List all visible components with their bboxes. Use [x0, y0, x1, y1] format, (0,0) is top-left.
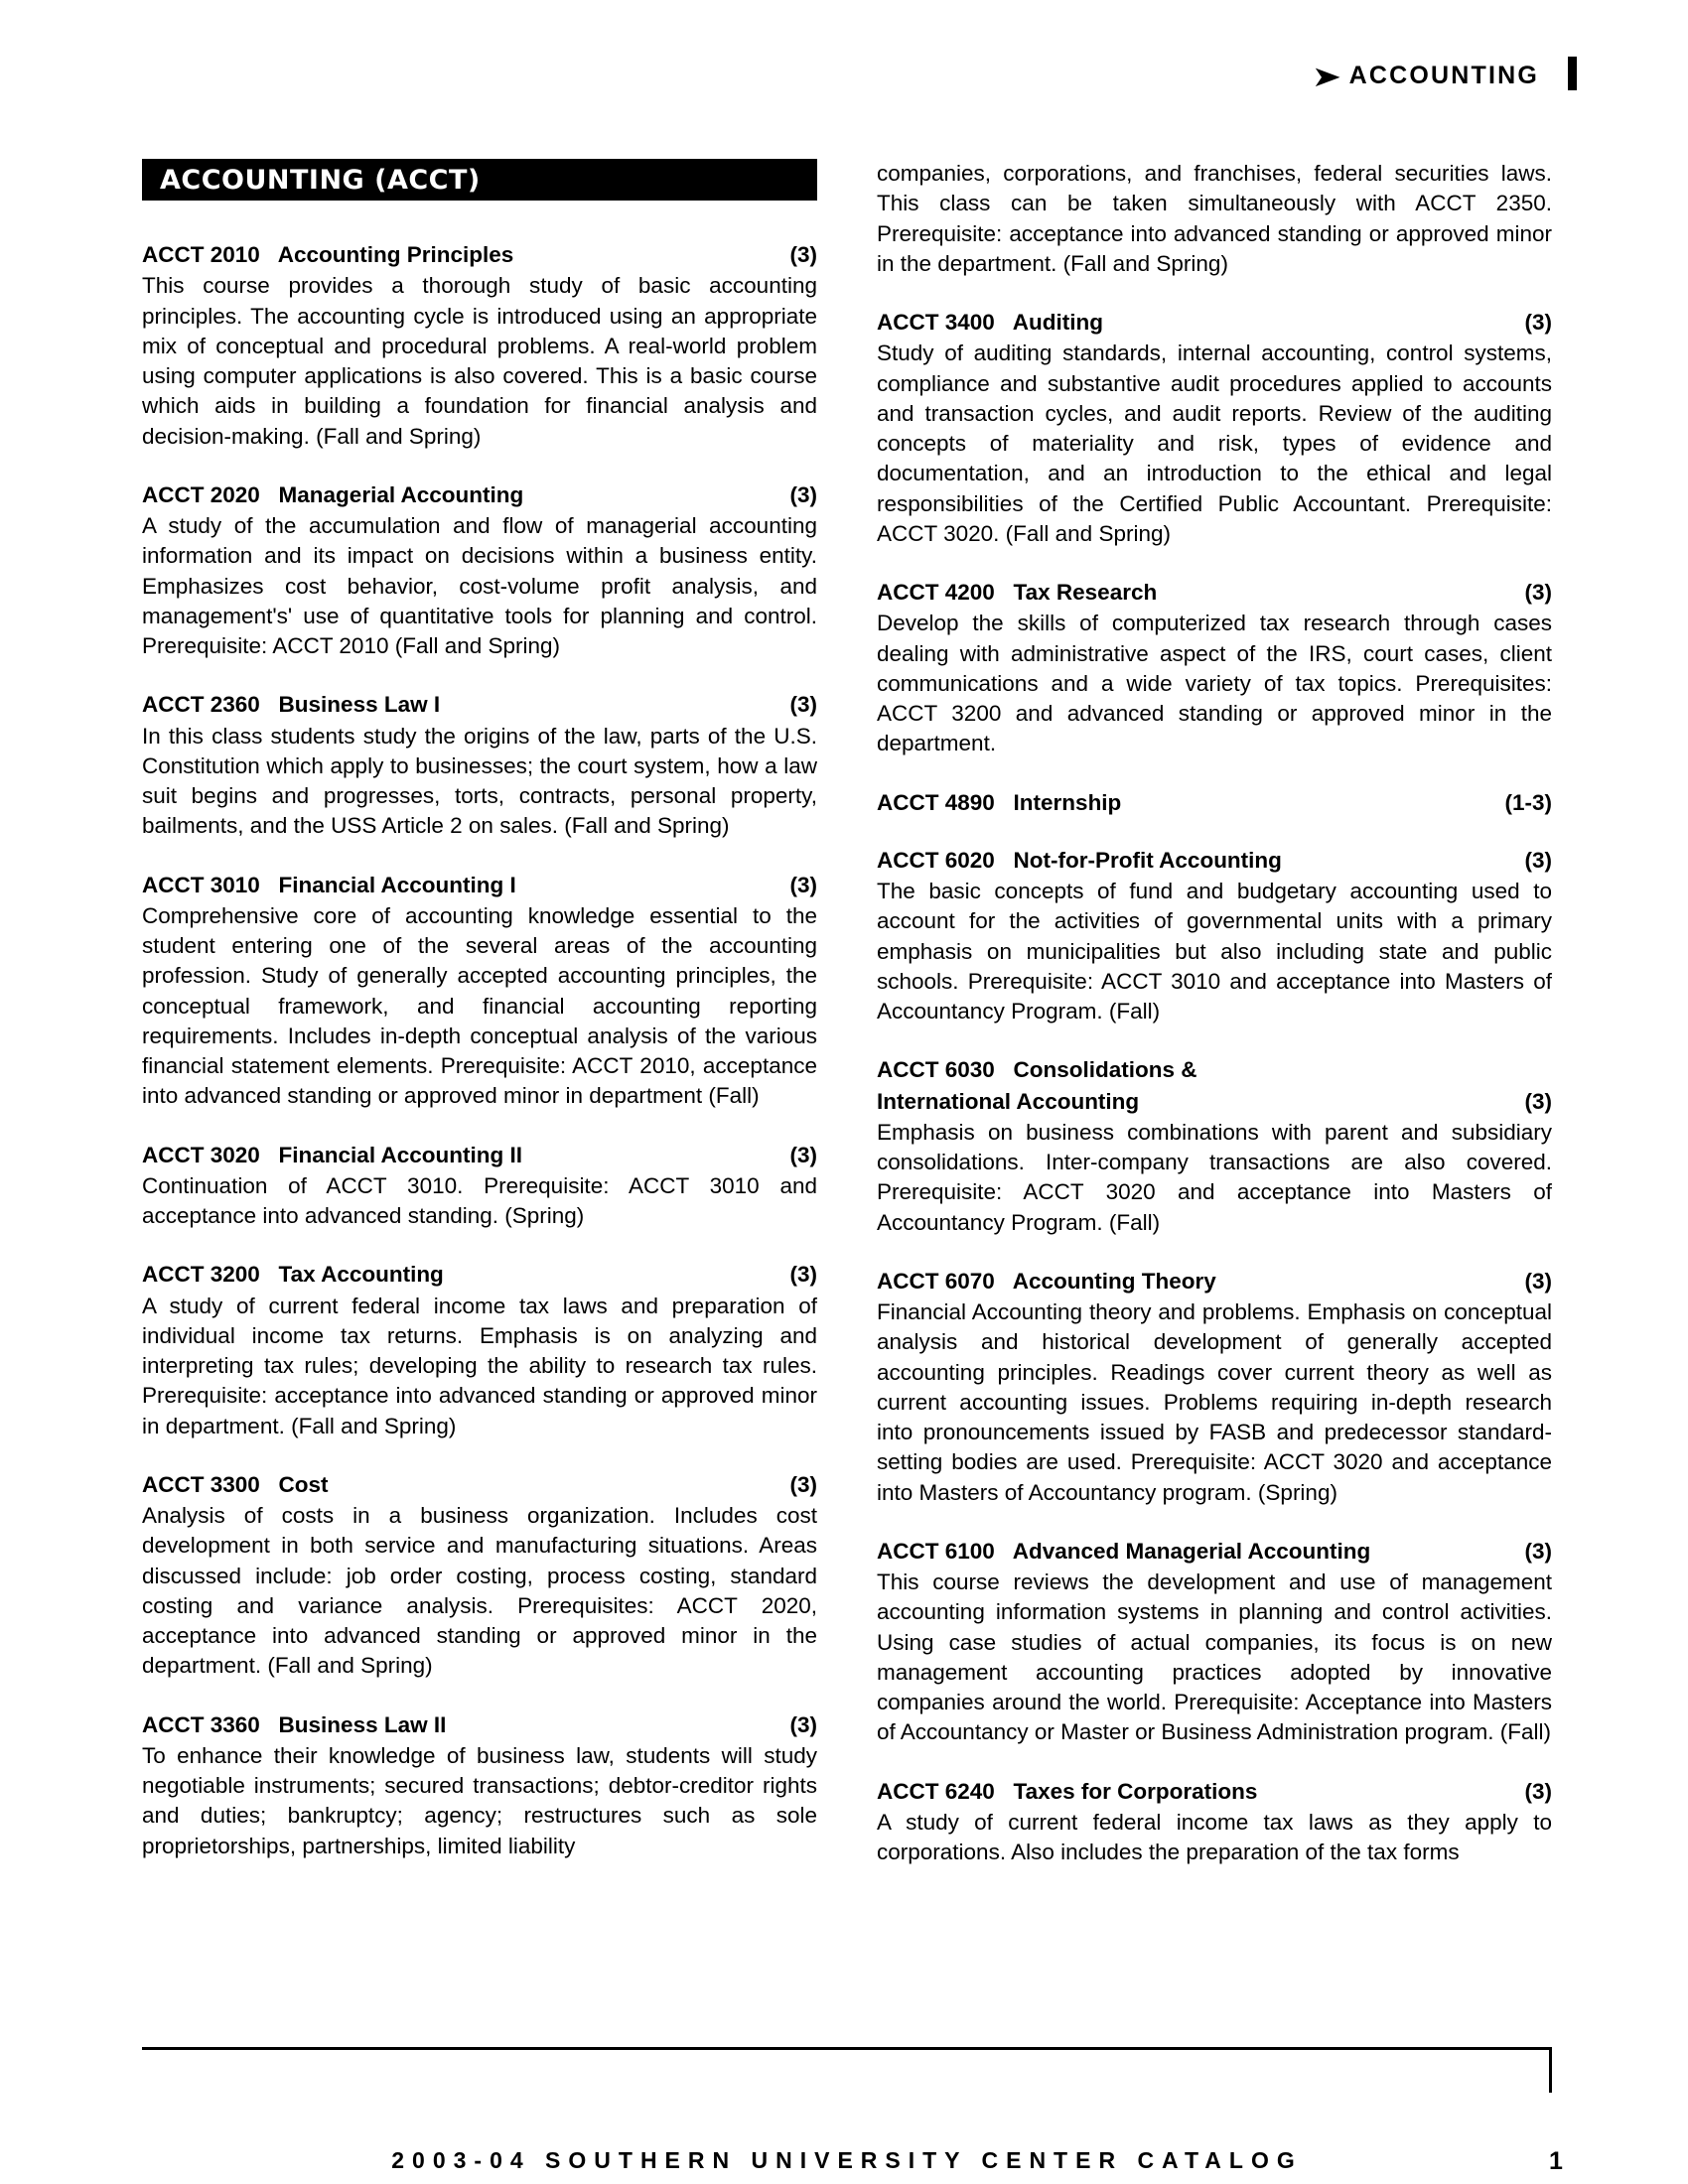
course-code-title: ACCT 3360 Business Law II [142, 1711, 447, 1737]
course-code-title: ACCT 4200 Tax Research [877, 580, 1158, 605]
course-heading [142, 1260, 817, 1289]
course-entry [142, 240, 817, 452]
course-entry [877, 1777, 1552, 1868]
course-credits: (3) [789, 1471, 817, 1497]
course-entry [142, 1710, 817, 1861]
course-code-title: ACCT 6100 Advanced Managerial Accounting [877, 1538, 1371, 1564]
course-credits: (3) [1524, 1268, 1552, 1294]
footer-tick-mark [1549, 2047, 1552, 2093]
course-heading [142, 240, 817, 269]
course-description: Develop the skills of computerized tax research through cases dealing with administrative aspect of the IRS, court cases, client communications and a wide variety of tax topics. Prerequisites: ACCT 3200 and advanced standing or approved minor in the department. [877, 611, 1552, 756]
course-description: Continuation of ACCT 3010. Prerequisite: ACCT 3010 and acceptance into advanced standing. (Spring) [142, 1172, 817, 1228]
left-column [142, 159, 817, 1896]
course-entry [142, 1260, 817, 1441]
section-banner-title: ACCOUNTING (ACCT) [160, 164, 481, 196]
course-credits: (3) [789, 692, 817, 718]
course-heading-line-2 [877, 1087, 1552, 1116]
course-entry [877, 1267, 1552, 1508]
course-heading [877, 1537, 1552, 1566]
course-description: Emphasis on business combinations with parent and subsidiary consolidations. Inter-company transactions are also covered. Prerequisite: ACCT 3020 and acceptance into Masters of Accountancy Program. (Fall) [877, 1119, 1552, 1235]
course-code-title: ACCT 6020 Not-for-Profit Accounting [877, 847, 1282, 873]
course-credits: (3) [1524, 847, 1552, 873]
course-description: Financial Accounting theory and problems. Emphasis on conceptual analysis and historical development of generally accepted accounting principles. Readings cover current theory as well as current accounting issues. Problems requiring in-depth research into pronouncements issued by FASB and predecessor standard-setting bodies are used. Prerequisite: ACCT 3020 and acceptance into Masters of Accountancy program. (Spring) [877, 1299, 1552, 1505]
header-rule-mark [1568, 57, 1577, 90]
course-code-title: ACCT 3400 Auditing [877, 310, 1103, 335]
course-entry [142, 690, 817, 841]
course-description: In this class students study the origins of the law, parts of the U.S. Constitution which apply to businesses; the court system, how a law suit begins and progresses, torts, contracts, personal property, bailments, and the USS Article 2 on sales. (Fall and Spring) [142, 723, 817, 839]
course-description: Comprehensive core of accounting knowledge essential to the student entering one of the several areas of the accounting profession. Study of generally accepted accounting principles, the conceptual framework, and financial accounting reporting requirements. Includes in-depth conceptual analysis of the various financial statement elements. Prerequisite: ACCT 2010, acceptance into advanced standing or approved minor in department (Fall) [142, 902, 817, 1109]
course-credits: (3) [1524, 310, 1552, 335]
course-code-title: ACCT 3300 Cost [142, 1471, 329, 1497]
course-code-title: ACCT 2010 Accounting Principles [142, 242, 514, 267]
running-header-label: ACCOUNTING [1348, 62, 1539, 89]
course-heading [142, 690, 817, 719]
course-code-title: ACCT 3200 Tax Accounting [142, 1262, 444, 1288]
course-heading [877, 308, 1552, 337]
course-heading [877, 1777, 1552, 1806]
course-heading [142, 871, 817, 899]
course-heading [142, 480, 817, 509]
course-credits: (3) [1524, 580, 1552, 605]
course-code-title: ACCT 6030 Consolidations & [877, 1057, 1197, 1083]
course-description: To enhance their knowledge of business law, students will study negotiable instruments; secured transactions; debtor-creditor rights and duties; bankruptcy; agency; restructures such as sole proprietorships, partnerships, limited liability [142, 1742, 817, 1858]
footer-catalog-text: 2003-04 SOUTHERN UNIVERSITY CENTER CATALOG [391, 2147, 1303, 2173]
course-credits: (1-3) [1504, 789, 1552, 815]
course-description: A study of current federal income tax laws as they apply to corporations. Also includes the preparation of the tax forms [877, 1809, 1552, 1864]
course-code-title: ACCT 3010 Financial Accounting I [142, 872, 516, 897]
course-entry [877, 308, 1552, 549]
course-credits: (3) [789, 1142, 817, 1167]
course-entry [877, 788, 1552, 817]
course-credits: (3) [789, 481, 817, 507]
course-credits: (3) [789, 1711, 817, 1737]
course-description: A study of the accumulation and flow of managerial accounting information and its impact on decisions within a business entity. Emphasizes cost behavior, cost-volume profit analysis, and management's' use of quantitative tools for planning and control. Prerequisite: ACCT 2010 (Fall and Spring) [142, 513, 817, 658]
course-entry [142, 871, 817, 1112]
course-heading [142, 1141, 817, 1169]
course-code-title: ACCT 2360 Business Law I [142, 692, 441, 718]
course-code-title: ACCT 4890 Internship [877, 789, 1122, 815]
course-entry [142, 480, 817, 662]
course-heading [877, 788, 1552, 817]
running-header [1313, 61, 1539, 91]
course-entry [142, 1141, 817, 1232]
footer-divider [142, 2047, 1552, 2050]
footer-page-number: 1 [1549, 2147, 1563, 2175]
course-code-title: ACCT 2020 Managerial Accounting [142, 481, 524, 507]
course-entry [877, 846, 1552, 1027]
course-code-title: ACCT 6070 Accounting Theory [877, 1268, 1216, 1294]
course-description: Study of auditing standards, internal accounting, control systems, compliance and substantive audit procedures applied to accounts and transaction cycles, and audit reports. Review of the auditing concepts of materiality and risk, types of evidence and documentation, and an introduction to the ethical and legal responsibilities of the Certified Public Accountant. Prerequisite: ACCT 3020. (Fall and Spring) [877, 341, 1552, 546]
course-entry [877, 578, 1552, 759]
course-heading [877, 578, 1552, 607]
course-credits: (3) [789, 242, 817, 267]
course-description: The basic concepts of fund and budgetary accounting used to account for the activities of governmental units with a primary emphasis on municipalities but also including state and public schools. Prerequisite: ACCT 3010 and acceptance into Masters of Accountancy Program. (Fall) [877, 879, 1552, 1024]
section-banner [142, 159, 817, 201]
right-column [877, 159, 1552, 1896]
course-entry [877, 1055, 1552, 1238]
course-description: Analysis of costs in a business organization. Includes cost development in both service and manufacturing situations. Areas discussed include: job order costing, process costing, standard costing and variance analysis. Prerequisites: ACCT 2020, acceptance into advanced standing or approved minor in the department. (Fall and Spring) [142, 1503, 817, 1679]
continued-description: companies, corporations, and franchises, federal securities laws. This class can be taken simultaneously with ACCT 2350. Prerequisite: acceptance into advanced standing or approved minor in the department. (Fall and Spring) [877, 161, 1552, 276]
right-triangle-icon: ➤ [1313, 61, 1338, 91]
course-credits: (3) [1524, 1088, 1552, 1114]
course-code-title: ACCT 6240 Taxes for Corporations [877, 1778, 1258, 1804]
course-heading [877, 846, 1552, 875]
course-credits: (3) [789, 872, 817, 897]
course-code-title: ACCT 3020 Financial Accounting II [142, 1142, 522, 1167]
course-description: A study of current federal income tax laws and preparation of individual income tax returns. Emphasis is on analyzing and interpreting tax rules; developing the ability to research tax rules. Prerequisite: acceptance into advanced standing or approved minor in department. (Fall and Spring) [142, 1293, 817, 1438]
course-credits: (3) [1524, 1538, 1552, 1564]
course-entry [877, 1537, 1552, 1748]
course-heading [877, 1267, 1552, 1296]
course-description: This course reviews the development and use of management accounting information systems in planning and control activities. Using case studies of actual companies, its focus is on new management accounting practices adopted by innovative companies around the world. Prerequisite: Acceptance into Masters of Accountancy or Master or Business Administration program. (Fall) [877, 1570, 1552, 1745]
course-heading [877, 1055, 1552, 1084]
course-description: This course provides a thorough study of basic accounting principles. The accounting cycle is introduced using an appropriate mix of conceptual and procedural problems. A real-world problem using computer applications is also covered. This is a basic course which aids in building a foundation for financial analysis and decision-making. (Fall and Spring) [142, 273, 817, 449]
course-title-continued: International Accounting [877, 1088, 1140, 1114]
course-heading [142, 1710, 817, 1739]
course-credits: (3) [789, 1262, 817, 1288]
course-entry [142, 1470, 817, 1682]
two-column-body [142, 159, 1552, 1896]
course-heading [142, 1470, 817, 1499]
course-credits: (3) [1524, 1778, 1552, 1804]
